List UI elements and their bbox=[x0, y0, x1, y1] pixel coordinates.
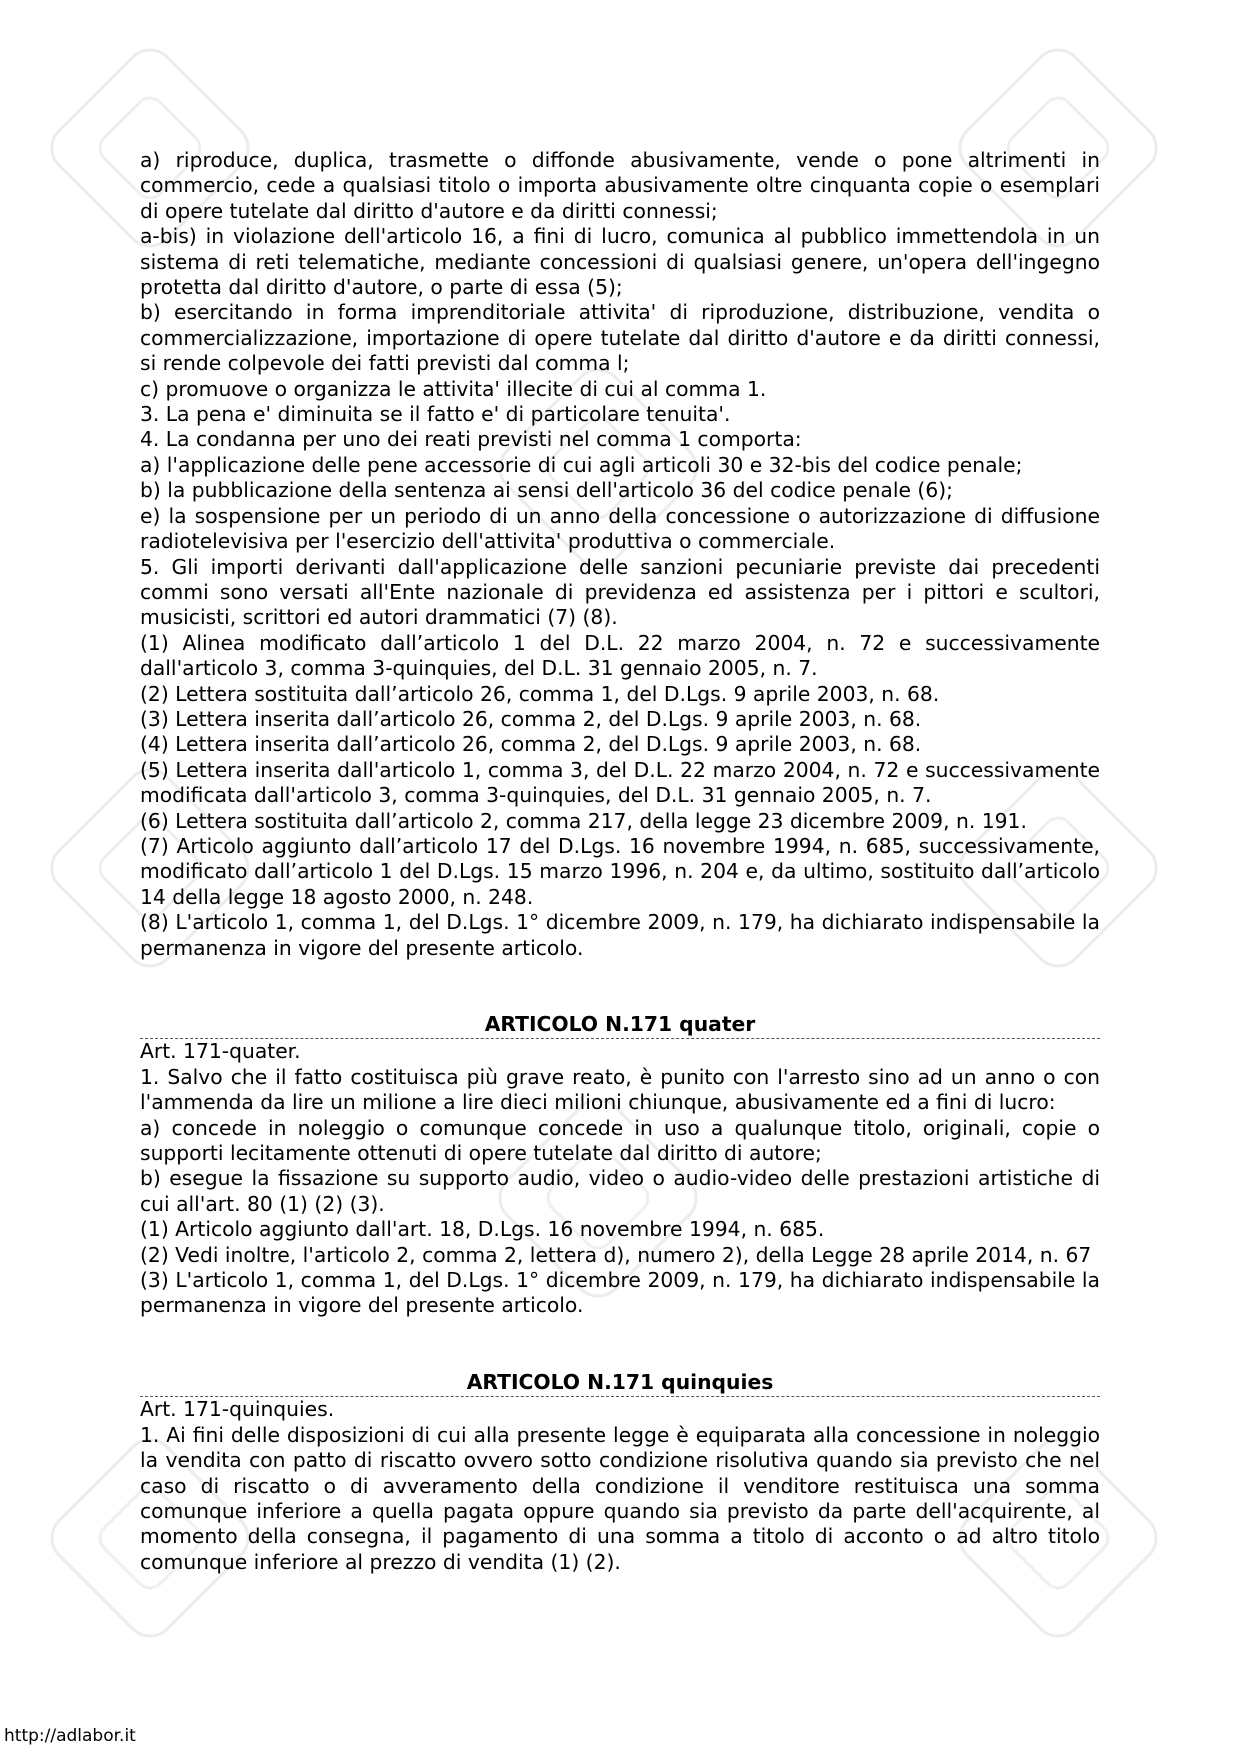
paragraph: 1. Salvo che il fatto costituisca più grave reato, è punito con l'arresto sino ad un anno o con l'ammenda da lire un milione a lire dieci milioni chiunque, abusivamente ed a fini di lucro: bbox=[140, 1064, 1100, 1115]
article-heading-171-quater: ARTICOLO N.171 quater bbox=[140, 1012, 1100, 1039]
footnote: (6) Lettera sostituita dall’articolo 2, comma 217, della legge 23 dicembre 2009, n. 191. bbox=[140, 808, 1027, 833]
document-body bbox=[140, 148, 1100, 1575]
paragraph: b) la pubblicazione della sentenza ai sensi dell'articolo 36 del codice penale (6); bbox=[140, 478, 953, 503]
article-title: Art. 171-quater. bbox=[140, 1039, 301, 1064]
paragraph: a-bis) in violazione dell'articolo 16, a fini di lucro, comunica al pubblico immettendola in un sistema di reti telematiche, mediante concessioni di qualsiasi genere, un'opera dell'ingegno protetta dal diritto d'autore, o parte di essa (5); bbox=[140, 224, 1100, 300]
paragraph: 4. La condanna per uno dei reati previsti nel comma 1 comporta: bbox=[140, 427, 802, 452]
footnote: (1) Alinea modificato dall’articolo 1 del D.L. 22 marzo 2004, n. 72 e successivamente dall'articolo 3, comma 3-quinquies, del D.L. 31 gennaio 2005, n. 7. bbox=[140, 630, 1100, 681]
paragraph: e) la sospensione per un periodo di un anno della concessione o autorizzazione di diffusione radiotelevisiva per l'esercizio dell'attivita' produttiva o commerciale. bbox=[140, 503, 1100, 554]
article-171-quater-body bbox=[140, 1039, 1100, 1318]
footnote: (8) L'articolo 1, comma 1, del D.Lgs. 1° dicembre 2009, n. 179, ha dichiarato indispensabile la permanenza in vigore del presente articolo. bbox=[140, 910, 1100, 960]
footnote: (2) Lettera sostituita dall’articolo 26, comma 1, del D.Lgs. 9 aprile 2003, n. 68. bbox=[140, 681, 940, 706]
paragraph: a) concede in noleggio o comunque concede in uso a qualunque titolo, originali, copie o supporti lecitamente ottenuti di opere tutelate dal diritto di autore; bbox=[140, 1115, 1100, 1166]
footer-url: http://adlabor.it bbox=[4, 1726, 136, 1746]
article-171-ter-continuation bbox=[140, 148, 1100, 961]
paragraph: b) esegue la fissazione su supporto audio, video o audio-video delle prestazioni artistiche di cui all'art. 80 (1) (2) (3). bbox=[140, 1166, 1100, 1216]
footnote: (3) L'articolo 1, comma 1, del D.Lgs. 1° dicembre 2009, n. 179, ha dichiarato indispensabile la permanenza in vigore del presente articolo. bbox=[140, 1268, 1100, 1318]
paragraph: a) riproduce, duplica, trasmette o diffonde abusivamente, vende o pone altrimenti in commercio, cede a qualsiasi titolo o importa abusivamente oltre cinquanta copie o esemplari di opere tutelate dal diritto d'autore e da diritti connessi; bbox=[140, 148, 1100, 223]
footnote: (4) Lettera inserita dall’articolo 26, comma 2, del D.Lgs. 9 aprile 2003, n. 68. bbox=[140, 732, 922, 757]
paragraph: b) esercitando in forma imprenditoriale attivita' di riproduzione, distribuzione, vendita o commercializzazione, importazione di opere tutelate dal diritto d'autore e da diritti connessi, si rende colpevole dei fatti previsti dal comma l; bbox=[140, 300, 1100, 376]
paragraph: 1. Ai fini delle disposizioni di cui alla presente legge è equiparata alla concessione in noleggio la vendita con patto di riscatto ovvero sotto condizione risolutiva quando sia previsto che nel caso di riscatto o di avveramento della condizione il venditore restituisca una somma comunque inferiore a quella pagata oppure quando sia previsto da parte dell'acquirente, al momento della consegna, il pagamento di una somma a titolo di acconto o ad altro titolo comunque inferiore al prezzo di vendita (1) (2). bbox=[140, 1422, 1100, 1574]
article-171-quinquies-body bbox=[140, 1397, 1100, 1575]
footnote: (3) Lettera inserita dall’articolo 26, comma 2, del D.Lgs. 9 aprile 2003, n. 68. bbox=[140, 706, 922, 731]
paragraph: 5. Gli importi derivanti dall'applicazione delle sanzioni pecuniarie previste dai precedenti commi sono versati all'Ente nazionale di previdenza ed assistenza per i pittori e scultori, musicisti, scrittori ed autori drammatici (7) (8). bbox=[140, 554, 1100, 630]
paragraph: 3. La pena e' diminuita se il fatto e' di particolare tenuita'. bbox=[140, 402, 731, 427]
paragraph: c) promuove o organizza le attivita' illecite di cui al comma 1. bbox=[140, 376, 767, 401]
footnote: (7) Articolo aggiunto dall’articolo 17 del D.Lgs. 16 novembre 1994, n. 685, successivamente, modificato dall’articolo 1 del D.Lgs. 15 marzo 1996, n. 204 e, da ultimo, sostituito dall’articolo 14 della legge 18 agosto 2000, n. 248. bbox=[140, 833, 1100, 909]
article-title: Art. 171-quinquies. bbox=[140, 1397, 335, 1422]
article-heading-171-quinquies: ARTICOLO N.171 quinquies bbox=[140, 1370, 1100, 1397]
footnote: (5) Lettera inserita dall'articolo 1, comma 3, del D.L. 22 marzo 2004, n. 72 e successivamente modificata dall'articolo 3, comma 3-quinquies, del D.L. 31 gennaio 2005, n. 7. bbox=[140, 757, 1100, 808]
footnote: (2) Vedi inoltre, l'articolo 2, comma 2, lettera d), numero 2), della Legge 28 aprile 2014, n. 67 bbox=[140, 1242, 1092, 1267]
footnote: (1) Articolo aggiunto dall'art. 18, D.Lgs. 16 novembre 1994, n. 685. bbox=[140, 1217, 825, 1242]
paragraph: a) l'applicazione delle pene accessorie di cui agli articoli 30 e 32-bis del codice penale; bbox=[140, 452, 1023, 477]
